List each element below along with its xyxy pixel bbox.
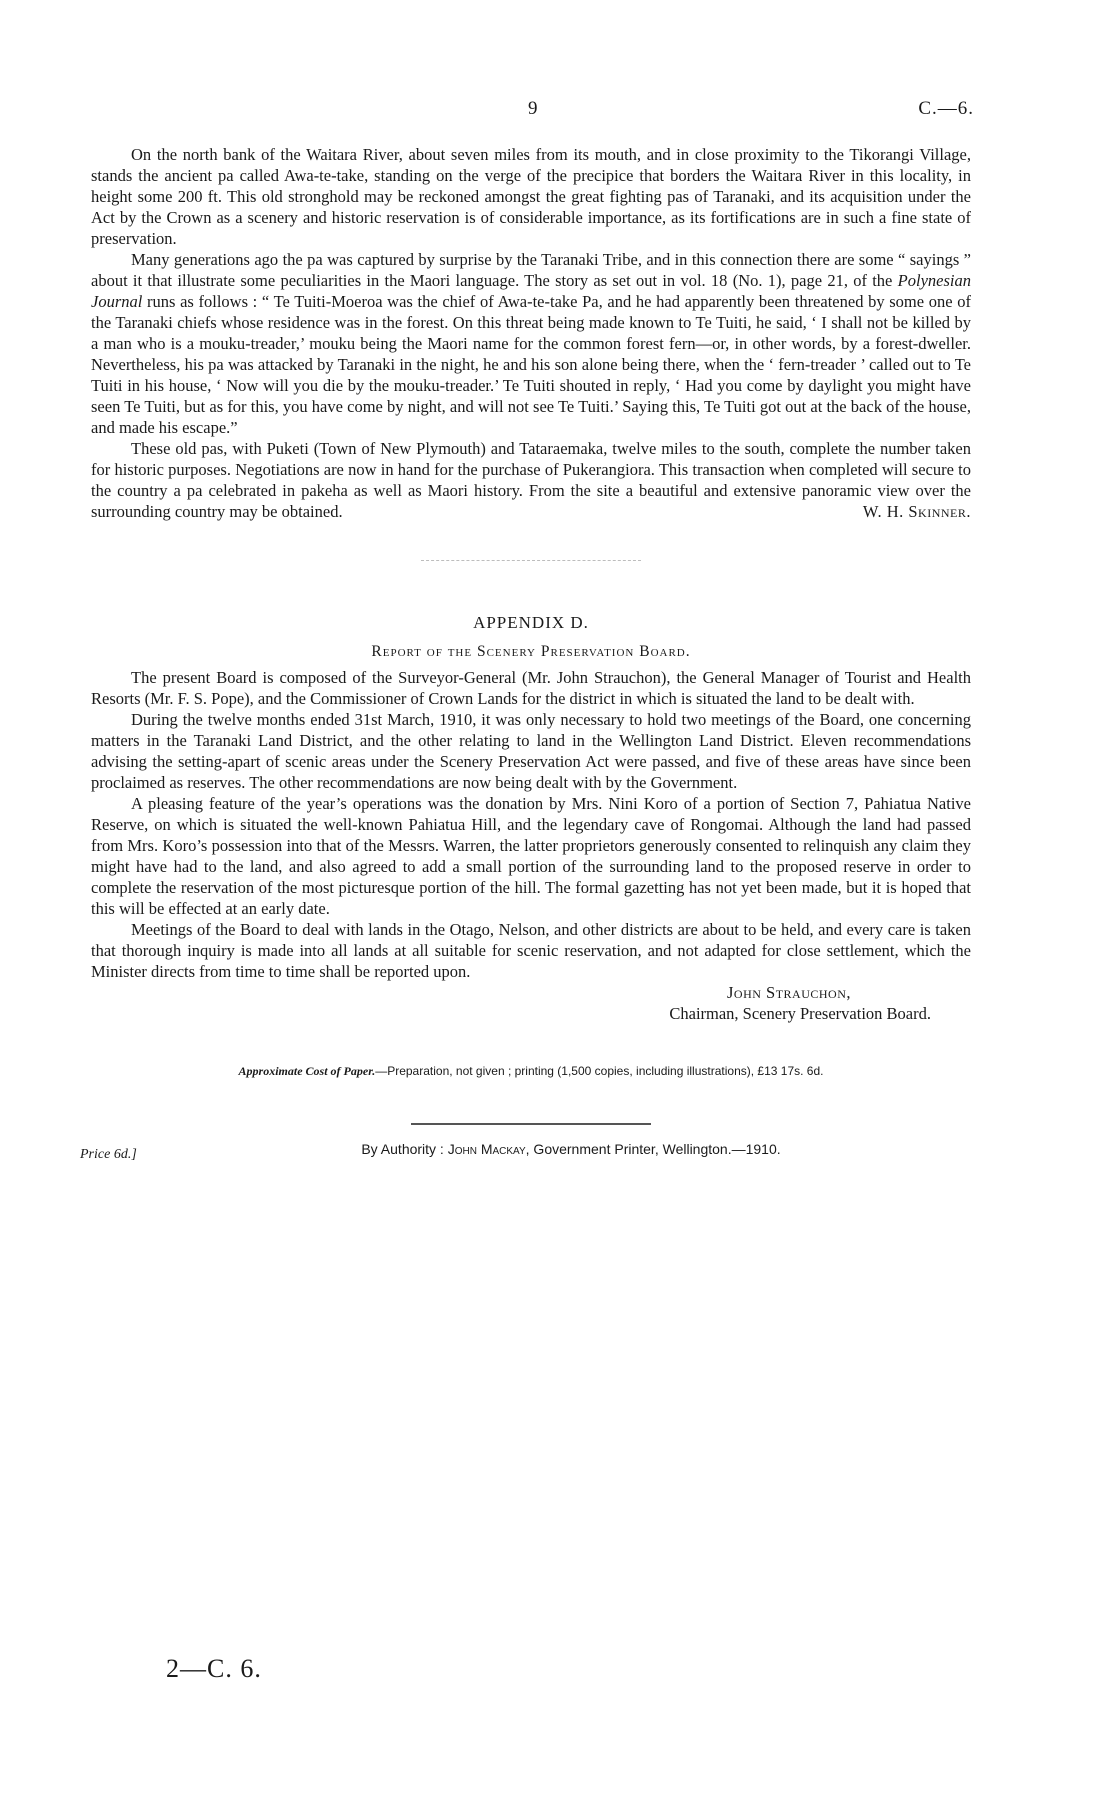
paragraph-awa-te-take: On the north bank of the Waitara River, about seven miles from its mouth, and in close proximity to the Tikorangi Village, stands the ancient pa called Awa-te-take, standing on the verge of the precipice that borders the Waitara River in this locality, in height some 200 ft. This old stronghold may be reckoned amongst the great fighting pas of Taranaki, and its acquisition under the Act by the Crown as a scenery and historic reservation is of considerable importance, as its fortifications are in such a fine state of preservation.: [91, 145, 971, 248]
section-divider: [421, 560, 641, 561]
cost-label: Approximate Cost of Paper.: [238, 1064, 376, 1078]
paragraph-future-meetings: Meetings of the Board to deal with lands in the Otago, Nelson, and other districts are about to be held, and every care is taken that thorough inquiry is made into all lands at all suitable for scenic reservation, and not adapted for close settlement, which the Minister directs from time to time shall be reported upon.: [91, 920, 971, 981]
signature-skinner: W. H. Skinner.: [862, 502, 971, 521]
appendix-title: APPENDIX D.: [473, 613, 589, 632]
appendix-subtitle: Report of the Scenery Preservation Board.: [371, 643, 691, 660]
footer-rule: [411, 1123, 651, 1125]
paragraph-donation: A pleasing feature of the year’s operations was the donation by Mrs. Nini Koro of a portion of Section 7, Pahiatua Native Reserve, on which is situated the well-known Pahiatua Hill, and the legendary cave of Rongomai. Although the land had passed from Mrs. Koro’s possession into that of the Messrs. Warren, the latter proprietors generously consented to relinquish any claim they might have had to the land, and also agreed to add a small portion of the surrounding land to the proposed reserve in order to complete the reservation of the most picturesque portion of the hill. The formal gazetting has not yet been made, but it is hoped that this will be effected at an early date.: [91, 794, 971, 918]
cost-note: [91, 1064, 971, 1079]
price-label: Price 6d.]: [80, 1147, 137, 1162]
story-text-before: Many generations ago the pa was captured by surprise by the Taranaki Tribe, and in this connection there are some “ sayings ” about it that illustrate some peculiarities in the Maori language. The story as set out in vol. 18 (No. 1), page 21, of the: [91, 250, 971, 290]
printer-authority: [91, 1141, 971, 1157]
page-number: 9: [528, 98, 538, 119]
authority-suffix: Government Printer, Wellington.—1910.: [529, 1141, 781, 1157]
paragraph-te-tuiti-story: [91, 249, 971, 438]
paragraph-old-pas: [91, 438, 971, 522]
document-code: C.—6.: [918, 98, 974, 119]
journal-title: Polynesian Journal: [91, 271, 971, 311]
old-pas-text: These old pas, with Puketi (Town of New Plymouth) and Tataraemaka, twelve miles to the south, complete the number taken for historic purposes. Negotiations are now in hand for the purchase of Pukerangiora. This transaction when completed will secure to the country a pa celebrated in pakeha as well as Maori history. From the site a beautiful and extensive panoramic view over the surrounding country may be obtained.: [91, 439, 971, 521]
footer-row: [80, 1141, 971, 1167]
paragraph-board-composition: The present Board is composed of the Surveyor-General (Mr. John Strauchon), the General Manager of Tourist and Health Resorts (Mr. F. S. Pope), and the Commissioner of Crown Lands for the district in which is situated the land to be dealt with.: [91, 668, 971, 708]
cost-text: —Preparation, not given ; printing (1,500 copies, including illustrations), £13 17s. 6d.: [375, 1064, 824, 1078]
signer-title: Chairman, Scenery Preservation Board.: [669, 1004, 931, 1023]
paragraph-meetings: During the twelve months ended 31st March, 1910, it was only necessary to hold two meetings of the Board, one concerning matters in the Taranaki Land District, and the other relating to land in the Wellington Land District. Eleven recommendations advising the setting-apart of scenic areas under the Scenery Preservation Act were passed, and five of these areas have since been proclaimed as reserves. The other recommendations are now being dealt with by the Government.: [91, 710, 971, 792]
signer-name: John Strauchon,: [726, 983, 851, 1002]
signature-block: [91, 982, 971, 1024]
page-body: [80, 144, 971, 1167]
story-text-after: runs as follows : “ Te Tuiti-Moeroa was the chief of Awa-te-take Pa, and he had apparently been threatened by some one of the Taranaki chiefs whose residence was in the forest. On this threat being made known to Te Tuiti, he said, ‘ I shall not be killed by a man who is a mouku-treader,’ mouku being the Maori name for the common forest fern—or, in other words, by a forest-dweller. Nevertheless, his pa was attacked by Taranaki in the night, he and his son alone being there, when the ‘ fern-treader ’ called out to Te Tuiti in his house, ‘ Now will you die by the mouku-treader.’ Te Tuiti shouted in reply, ‘ Had you come by daylight you might have seen Te Tuiti, but as for this, you have come by night, and will not see Te Tuiti.’ Saying this, Te Tuiti got out at the back of the house, and made his escape.”: [91, 292, 971, 437]
bottom-sheet-code: 2—C. 6.: [166, 1654, 262, 1683]
authority-prefix: By Authority :: [361, 1141, 448, 1157]
printer-name: John Mackay,: [447, 1141, 530, 1157]
